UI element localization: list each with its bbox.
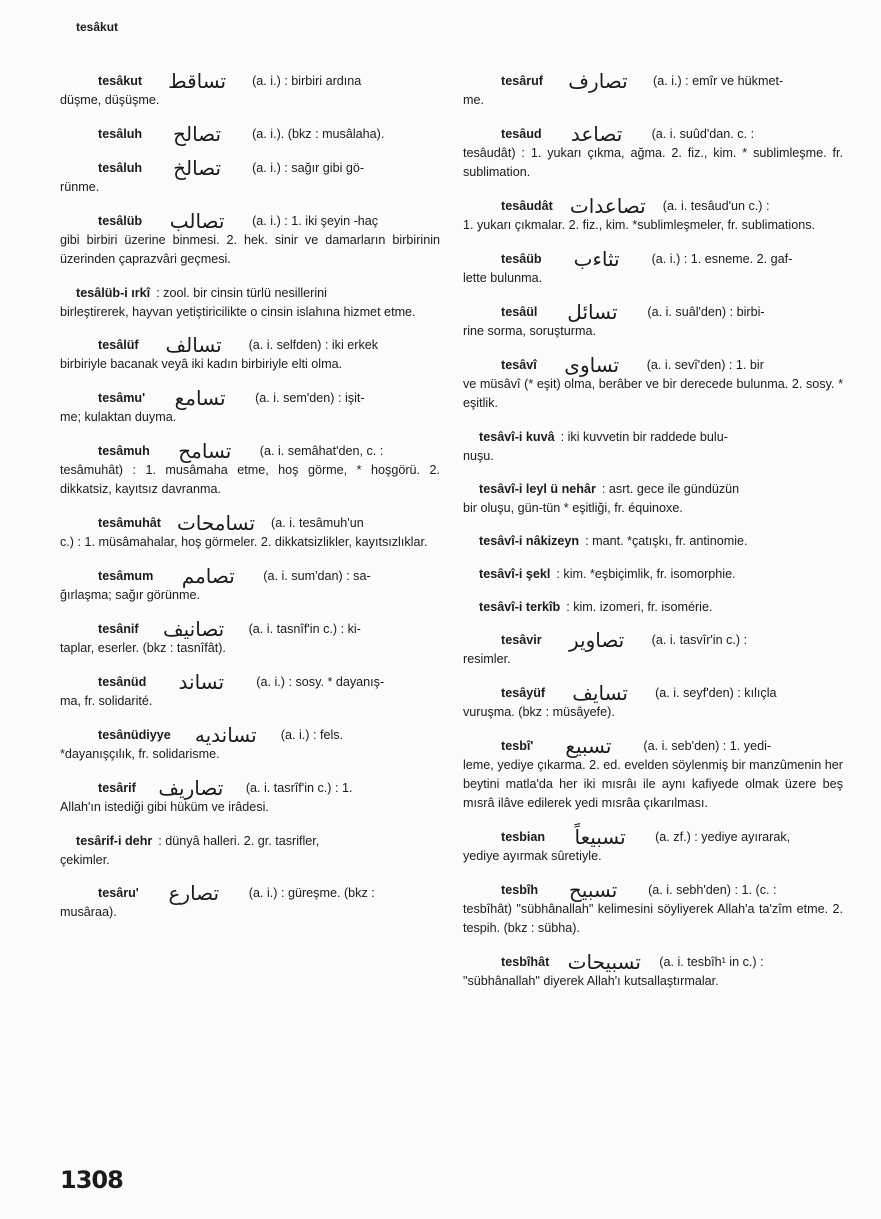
entry-continuation: tesâudât) : 1. yukarı çıkma, ağma. 2. fiz., kim. * sublimleşme. fr. sublimation.	[463, 146, 843, 179]
entry-headword: tesâvir	[501, 633, 542, 647]
entry-first-line	[60, 122, 440, 146]
entry-gloss: : iki kuvvetin bir raddede bulu-	[560, 430, 728, 444]
entry-arabic-script: تسائل	[567, 300, 618, 324]
entry-arabic-script: تصالح	[173, 122, 222, 146]
entry-gloss: (a. i. suâl'den) : birbi-	[647, 305, 765, 319]
entry-gloss: (a. i. tesâmuh'un	[271, 516, 364, 530]
entry-first-line	[60, 439, 440, 463]
entry-arabic-script: تسبيحات	[567, 950, 641, 974]
entry-continuation: rünme.	[60, 180, 100, 194]
dictionary-entry	[463, 194, 843, 235]
entry-arabic-script: تسامح	[178, 439, 232, 463]
entry-headword: tesâlüf	[98, 338, 139, 352]
entry-first-line	[60, 69, 440, 93]
dictionary-entry	[463, 428, 843, 466]
entry-gloss: (a. i. tasnîf'in c.) : ki-	[248, 622, 361, 636]
entry-arabic-script: تصاعد	[570, 122, 623, 146]
entry-continuation: ma, fr. solidarité.	[60, 694, 153, 708]
entry-gloss: (a. i. seyf'den) : kılıçla	[655, 686, 777, 700]
entry-first-line	[60, 209, 440, 233]
entry-headword: tesâüb	[501, 252, 542, 266]
dictionary-entry	[60, 670, 440, 711]
entry-gloss: (a. i. sebh'den) : 1. (c. :	[648, 883, 777, 897]
entry-continuation: musâraa).	[60, 905, 117, 919]
entry-first-line	[60, 881, 440, 905]
entry-headword: tesbîh	[501, 883, 539, 897]
entry-gloss: (a. i.) : 1. esneme. 2. gaf-	[651, 252, 793, 266]
entry-gloss: (a. i.) : sosy. * dayanış-	[256, 675, 385, 689]
entry-continuation: bir oluşu, gün-tün * eşitliği, fr. équinoxe.	[463, 501, 683, 515]
entry-headword: tesâudât	[501, 199, 553, 213]
entry-first-line	[60, 156, 440, 180]
entry-arabic-script: تسامع	[174, 386, 226, 410]
dictionary-entry	[463, 247, 843, 288]
entry-first-line	[60, 723, 440, 747]
entry-continuation: ve müsâvî (* eşit) olma, berâber ve bir derecede bulunma. 2. sosy. * eşitlik.	[463, 377, 843, 410]
entry-first-line	[60, 284, 440, 303]
entry-gloss: : dünyâ halleri. 2. gr. tasrifler,	[158, 834, 320, 848]
entry-arabic-script: تصالخ	[173, 156, 222, 180]
entry-continuation: rine sorma, soruşturma.	[463, 324, 596, 338]
dictionary-entry	[60, 386, 440, 427]
dictionary-entry	[463, 565, 843, 584]
dictionary-entry	[463, 681, 843, 722]
entry-first-line	[463, 300, 843, 324]
entry-continuation: "sübhânallah" diyerek Allah'ı kutsallaştırmalar.	[463, 974, 719, 988]
entry-gloss: (a. i. tasvîr'in c.) :	[651, 633, 748, 647]
dictionary-entry	[60, 511, 440, 552]
dictionary-entry	[463, 480, 843, 518]
entry-headword: tesâmuh	[98, 444, 150, 458]
entry-arabic-script: تسايف	[572, 681, 628, 705]
entry-gloss: (a. zf.) : yediye ayırarak,	[655, 830, 791, 844]
entry-continuation: nuşu.	[463, 449, 494, 463]
entry-first-line	[463, 734, 843, 758]
entry-continuation: tesbîhât) "sübhânallah" kelimesini söyliyerek Allah'a ta'zîm etme. 2. tespih. (bkz : sübha).	[463, 902, 843, 935]
entry-continuation: ğırlaşma; sağır görünme.	[60, 588, 200, 602]
entry-gloss: (a. i. sevî'den) : 1. bir	[646, 358, 764, 372]
entry-gloss: : kim. *eşbiçimlik, fr. isomorphie.	[556, 567, 736, 581]
entry-gloss: (a. i.). (bkz : musâlaha).	[252, 127, 385, 141]
entry-headword: tesânif	[98, 622, 139, 636]
entry-gloss: (a. i. sem'den) : işit-	[255, 391, 365, 405]
entry-continuation: çekimler.	[60, 853, 110, 867]
entry-headword: tesâvî	[501, 358, 537, 372]
entry-continuation: me; kulaktan duyma.	[60, 410, 177, 424]
entry-headword: tesâlüb	[98, 214, 143, 228]
entry-first-line	[463, 532, 843, 551]
entry-gloss: (a. i.) : sağır gibi gö-	[252, 161, 365, 175]
entry-gloss: (a. i. selfden) : iki erkek	[248, 338, 379, 352]
entry-headword: tesâvî-i kuvâ	[479, 430, 555, 444]
dictionary-entry	[60, 284, 440, 322]
page-number: 1308	[60, 1166, 123, 1194]
entry-continuation: lette bulunma.	[463, 271, 543, 285]
entry-gloss: (a. i.) : güreşme. (bkz :	[248, 886, 375, 900]
entry-gloss: : zool. bir cinsin türlü nesillerini	[156, 286, 327, 300]
entry-continuation: me.	[463, 93, 484, 107]
dictionary-entry	[60, 723, 440, 764]
entry-continuation: vuruşma. (bkz : müsâyefe).	[463, 705, 615, 719]
entry-gloss: (a. i. suûd'dan. c. :	[651, 127, 755, 141]
entry-gloss: (a. i. semâhat'den, c. :	[259, 444, 384, 458]
entry-arabic-script: تصاوير	[568, 628, 625, 652]
entry-headword: tesbian	[501, 830, 546, 844]
entry-continuation: Allah'ın istediği gibi hüküm ve irâdesi.	[60, 800, 269, 814]
entry-headword: tesâluh	[98, 127, 143, 141]
entry-arabic-script: تساقط	[168, 69, 227, 93]
entry-headword: tesâruf	[501, 74, 543, 88]
entry-gloss: (a. i.) : emîr ve hükmet-	[653, 74, 784, 88]
entry-headword: tesâud	[501, 127, 542, 141]
dictionary-entry	[60, 333, 440, 374]
entry-first-line	[60, 670, 440, 694]
dictionary-entry	[463, 734, 843, 813]
entry-first-line	[463, 598, 843, 617]
entry-arabic-script: تسانديه	[194, 723, 257, 747]
entry-gloss: (a. i. tasrîf'in c.) : 1.	[245, 781, 353, 795]
entry-first-line	[60, 511, 440, 535]
entry-first-line	[463, 950, 843, 974]
entry-gloss: (a. i.) : 1. iki şeyin -haç	[252, 214, 379, 228]
entry-continuation: yediye ayırmak sûretiyle.	[463, 849, 602, 863]
entry-first-line	[463, 122, 843, 146]
dictionary-entry	[463, 532, 843, 551]
dictionary-entry	[463, 122, 843, 182]
entry-first-line	[463, 353, 843, 377]
dictionary-entry	[60, 439, 440, 499]
entry-arabic-script: تصانيف	[162, 617, 225, 641]
entry-arabic-script: تساند	[178, 670, 225, 694]
dictionary-entry	[60, 776, 440, 817]
dictionary-entry	[60, 832, 440, 870]
dictionary-entry	[463, 950, 843, 991]
entry-gloss: : asrt. gece ile gündüzün	[601, 482, 740, 496]
entry-headword: tesbî'	[501, 739, 534, 753]
dictionary-entry	[60, 881, 440, 922]
entry-headword: tesâru'	[98, 886, 139, 900]
dictionary-entry	[463, 825, 843, 866]
entry-continuation: c.) : 1. müsâmahalar, hoş görmeler. 2. dikkatsizlikler, kayıtsızlıklar.	[60, 535, 428, 549]
entry-headword: tesâvî-i leyl ü nehâr	[479, 482, 596, 496]
entry-gloss: (a. i. tesbîh¹ in c.) :	[659, 955, 764, 969]
entry-continuation: *dayanışçılık, fr. solidarisme.	[60, 747, 220, 761]
entry-continuation: birleştirerek, hayvan yetiştiricilikte o cinsin islahına hizmet etme.	[60, 305, 416, 319]
dictionary-entry	[463, 69, 843, 110]
entry-continuation: resimler.	[463, 652, 511, 666]
entry-headword: tesâvî-i nâkizeyn	[479, 534, 580, 548]
entry-gloss: : kim. izomeri, fr. isomérie.	[566, 600, 713, 614]
dictionary-entry	[463, 353, 843, 413]
entry-headword: tesâlüb-i ırkî	[76, 286, 151, 300]
dictionary-entry	[463, 300, 843, 341]
entry-headword: tesârif-i dehr	[76, 834, 153, 848]
entry-arabic-script: تسامحات	[176, 511, 256, 535]
entry-headword: tesâmum	[98, 569, 154, 583]
dictionary-entry	[463, 628, 843, 669]
entry-headword: tesâyüf	[501, 686, 546, 700]
entry-first-line	[60, 564, 440, 588]
dictionary-entry	[60, 69, 440, 110]
entry-continuation: leme, yediye çıkarma. 2. ed. evelden söylenmiş bir manzûmenin her beytini matla'da her iki mısrâı ile aynı kafiyede olmak üzere beş mısrâ ilâve edilerek yedi mısrâa çıkarılması.	[463, 758, 843, 810]
entry-arabic-script: تصاعدات	[569, 194, 646, 218]
entry-headword: tesâmu'	[98, 391, 146, 405]
entry-first-line	[463, 878, 843, 902]
entry-headword: tesâmuhât	[98, 516, 161, 530]
entry-first-line	[60, 617, 440, 641]
left-column	[60, 69, 440, 937]
page-header: tesâkut	[76, 20, 119, 34]
entry-continuation: birbiriyle bacanak veyâ iki kadın birbiriyle elti olma.	[60, 357, 343, 371]
entry-gloss: (a. i. tesâud'un c.) :	[662, 199, 770, 213]
entry-arabic-script: تسالف	[165, 333, 222, 357]
entry-first-line	[60, 333, 440, 357]
entry-arabic-script: تثاءب	[573, 247, 620, 271]
entry-continuation: tesâmuhât) : 1. musâmaha etme, hoş görme, * hoşgörü. 2. dikkatsiz, kayıtsız davranma.	[60, 463, 440, 496]
entry-first-line	[463, 628, 843, 652]
entry-first-line	[463, 480, 843, 499]
entry-continuation: 1. yukarı çıkmalar. 2. fiz., kim. *sublimleşmeler, fr. sublimations.	[463, 218, 816, 232]
entry-arabic-script: تصارف	[568, 69, 628, 93]
entry-continuation: taplar, eserler. (bkz : tasnîfât).	[60, 641, 226, 655]
entry-headword: tesâkut	[98, 74, 143, 88]
entry-arabic-script: تسبيع	[565, 734, 612, 758]
entry-headword: tesâvî-i terkîb	[479, 600, 561, 614]
entry-arabic-script: تصارع	[168, 881, 220, 905]
entry-first-line	[60, 832, 440, 851]
entry-arabic-script: تصامم	[181, 564, 235, 588]
dictionary-entry	[60, 122, 440, 146]
entry-headword: tesârif	[98, 781, 136, 795]
right-column	[463, 69, 843, 1006]
entry-gloss: (a. i. sum'dan) : sa-	[263, 569, 371, 583]
entry-headword: tesâluh	[98, 161, 143, 175]
entry-continuation: gibi birbiri üzerine binmesi. 2. hek. sinir ve damarların birbirinin üzerinden çaprazvâri geçmesi.	[60, 233, 440, 266]
entry-headword: tesânüdiyye	[98, 728, 171, 742]
entry-gloss: (a. i.) : fels.	[280, 728, 344, 742]
entry-arabic-script: تسبيعاً	[574, 825, 626, 849]
entry-first-line	[463, 825, 843, 849]
dictionary-entry	[60, 564, 440, 605]
entry-first-line	[60, 776, 440, 800]
entry-arabic-script: تساوى	[564, 353, 620, 377]
entry-continuation: düşme, düşüşme.	[60, 93, 160, 107]
entry-arabic-script: تسبيح	[568, 878, 618, 902]
dictionary-entry	[60, 209, 440, 269]
entry-headword: tesâül	[501, 305, 538, 319]
entry-first-line	[463, 69, 843, 93]
entry-first-line	[463, 194, 843, 218]
entry-headword: tesbîhât	[501, 955, 550, 969]
dictionary-entry	[463, 598, 843, 617]
entry-first-line	[463, 681, 843, 705]
entry-gloss: (a. i. seb'den) : 1. yedi-	[643, 739, 772, 753]
entry-headword: tesânüd	[98, 675, 147, 689]
entry-first-line	[463, 565, 843, 584]
entry-gloss: : mant. *çatışkı, fr. antinomie.	[585, 534, 748, 548]
dictionary-entry	[60, 617, 440, 658]
entry-arabic-script: تصالب	[169, 209, 225, 233]
entry-headword: tesâvî-i şekl	[479, 567, 551, 581]
entry-first-line	[463, 428, 843, 447]
dictionary-entry	[60, 156, 440, 197]
entry-first-line	[463, 247, 843, 271]
entry-arabic-script: تصاريف	[158, 776, 224, 800]
entry-first-line	[60, 386, 440, 410]
dictionary-entry	[463, 878, 843, 938]
entry-gloss: (a. i.) : birbiri ardına	[252, 74, 362, 88]
